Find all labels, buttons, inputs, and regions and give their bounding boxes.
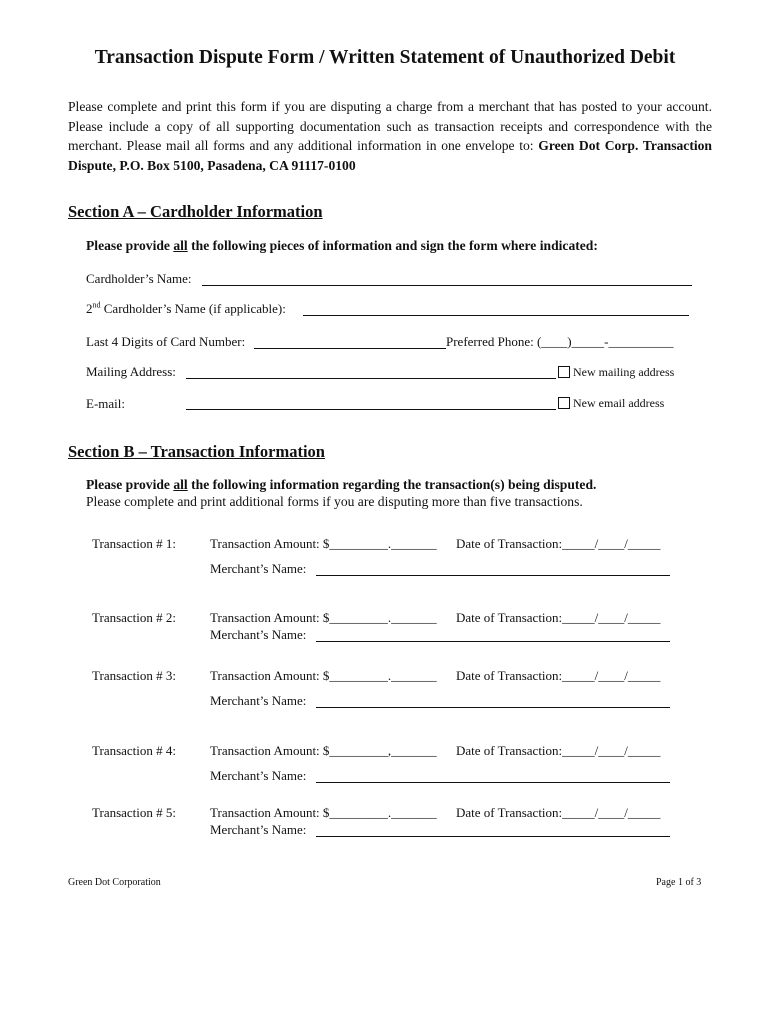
merchant-name-label: Merchant’s Name: <box>210 768 307 783</box>
transaction-label: Transaction # 2: <box>92 610 177 625</box>
footer-company: Green Dot Corporation <box>68 877 161 888</box>
second-cardholder-label: 2nd Cardholder’s Name (if applicable): <box>86 300 286 316</box>
transaction-label: Transaction # 4: <box>92 743 177 758</box>
mailing-address-field[interactable] <box>186 378 556 379</box>
section-b-instructions-2: Please complete and print additional forms if you are disputing more than five transactions. <box>86 494 583 509</box>
footer-page-number: Page 1 of 3 <box>656 877 702 888</box>
transaction-amount-field[interactable]: Transaction Amount: $_________,_______ <box>210 743 437 758</box>
cardholder-name-label: Cardholder’s Name: <box>86 271 192 286</box>
transaction-amount-field[interactable]: Transaction Amount: $_________._______ <box>210 610 437 625</box>
section-a-instructions: Please provide all the following pieces of information and sign the form where indicated: <box>86 238 598 253</box>
transaction-amount-field[interactable]: Transaction Amount: $_________._______ <box>210 668 437 683</box>
merchant-name-field[interactable] <box>316 836 670 837</box>
transaction-amount-field[interactable]: Transaction Amount: $_________._______ <box>210 805 437 820</box>
email-field[interactable] <box>186 409 556 410</box>
merchant-name-label: Merchant’s Name: <box>210 561 307 576</box>
form-title: Transaction Dispute Form / Written Statement of Unauthorized Debit <box>94 47 676 68</box>
transaction-date-field[interactable]: Date of Transaction:_____/____/_____ <box>456 805 661 820</box>
transaction-label: Transaction # 3: <box>92 668 177 683</box>
section-a-heading: Section A – Cardholder Information <box>68 202 323 221</box>
second-cardholder-field[interactable] <box>303 315 689 316</box>
transaction-amount-field[interactable]: Transaction Amount: $_________._______ <box>210 536 437 551</box>
checkbox-icon[interactable] <box>558 397 570 409</box>
mailing-address-text: Green Dot Corp. Transaction Dispute, P.O. Box 5100, Pasadena, CA 91117-0100 <box>68 138 712 173</box>
email-label: E-mail: <box>86 396 125 411</box>
last4-label: Last 4 Digits of Card Number: <box>86 334 246 349</box>
mailing-address-label: Mailing Address: <box>86 364 176 379</box>
section-b-instructions: Please provide all the following information regarding the transaction(s) being disputed. <box>86 477 597 492</box>
merchant-name-field[interactable] <box>316 782 670 783</box>
transaction-date-field[interactable]: Date of Transaction:_____/____/_____ <box>456 610 661 625</box>
preferred-phone-field[interactable]: Preferred Phone: (____)_____-__________ <box>446 334 674 349</box>
merchant-name-field[interactable] <box>316 707 670 708</box>
transaction-date-field[interactable]: Date of Transaction:_____/____/_____ <box>456 536 661 551</box>
merchant-name-label: Merchant’s Name: <box>210 822 307 837</box>
transaction-label: Transaction # 1: <box>92 536 177 551</box>
transaction-label: Transaction # 5: <box>92 805 177 820</box>
merchant-name-label: Merchant’s Name: <box>210 627 307 642</box>
transaction-date-field[interactable]: Date of Transaction:_____/____/_____ <box>456 668 661 683</box>
merchant-name-field[interactable] <box>316 641 670 642</box>
merchant-name-label: Merchant’s Name: <box>210 693 307 708</box>
section-b-heading: Section B – Transaction Information <box>68 442 325 461</box>
intro-text: Please complete and print this form if you are disputing a charge from a merchant that has posted to your account. Please include a copy of all supporting documentation such as transaction receipts and correspondence with the merchant. Please mail all forms and any additional information in one envelope to: <box>68 99 712 154</box>
new-mailing-checkbox[interactable]: New mailing address <box>558 365 674 380</box>
last4-field[interactable] <box>254 348 446 349</box>
merchant-name-field[interactable] <box>316 575 670 576</box>
transaction-date-field[interactable]: Date of Transaction:_____/____/_____ <box>456 743 661 758</box>
new-email-checkbox[interactable]: New email address <box>558 396 664 411</box>
checkbox-icon[interactable] <box>558 366 570 378</box>
cardholder-name-field[interactable] <box>202 285 692 286</box>
intro-paragraph <box>68 97 712 175</box>
